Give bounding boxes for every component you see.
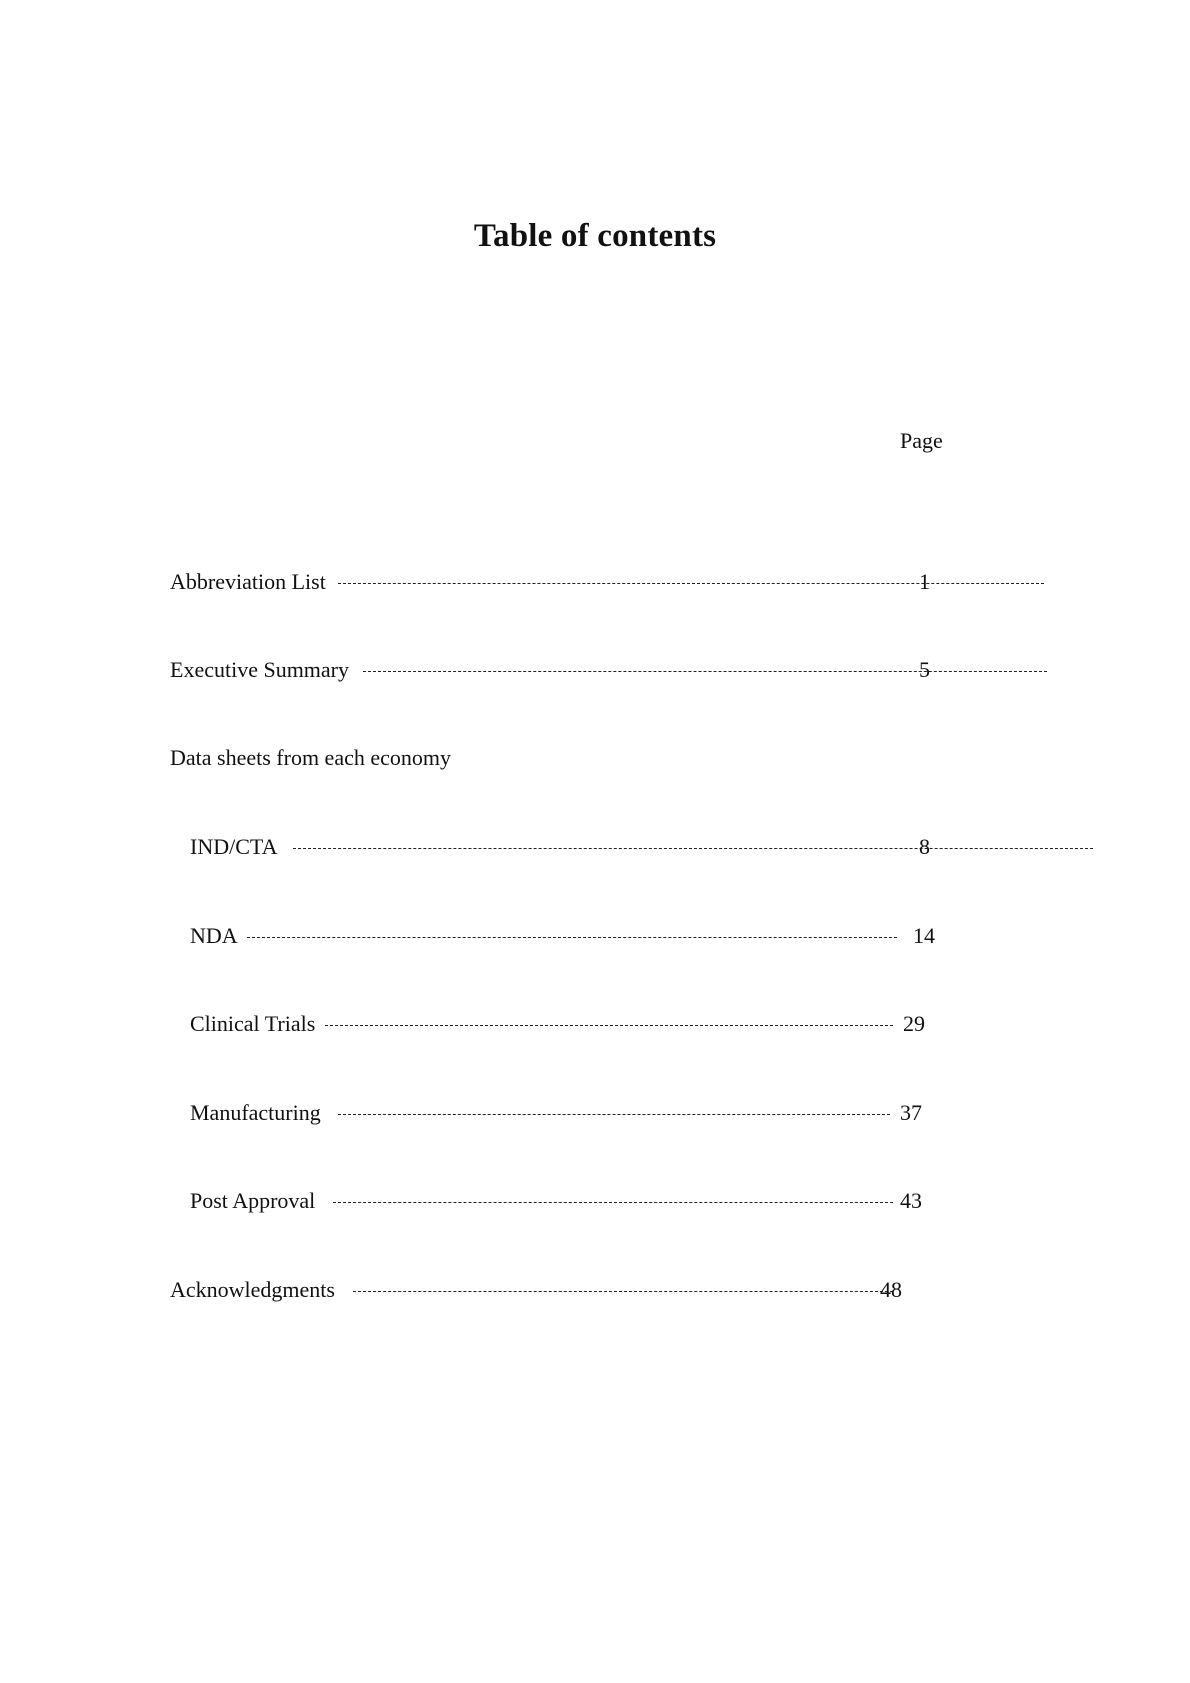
toc-entry-page-number: 37	[900, 1100, 922, 1125]
toc-entry-label: Acknowledgments	[170, 1277, 335, 1302]
toc-entry-page-number: 29	[903, 1011, 925, 1036]
toc-entry-page-number: 5	[919, 657, 930, 682]
toc-entry-label: IND/CTA	[190, 834, 278, 859]
dot-leader	[363, 671, 1047, 672]
toc-entry-ind-cta[interactable]	[190, 832, 940, 862]
toc-entry-label: Clinical Trials	[190, 1011, 316, 1036]
toc-entry-page-number: 43	[900, 1188, 922, 1213]
dot-leader	[247, 937, 897, 938]
dot-leader	[293, 848, 1093, 849]
toc-entry-label: Manufacturing	[190, 1100, 321, 1125]
toc-entry-page-number: 48	[880, 1277, 902, 1302]
dot-leader	[325, 1025, 893, 1026]
toc-entry-nda[interactable]	[190, 921, 940, 951]
toc-entry-post-approval[interactable]	[190, 1186, 940, 1216]
toc-entry-clinical-trials[interactable]	[190, 1009, 940, 1039]
toc-entry-label: Data sheets from each economy	[170, 745, 451, 770]
dot-leader	[353, 1291, 893, 1292]
toc-entry-label: Executive Summary	[170, 657, 350, 682]
toc-entry-executive-summary[interactable]	[170, 655, 940, 685]
page-column-header: Page	[900, 428, 943, 453]
toc-section-heading-data-sheets[interactable]	[170, 743, 940, 773]
toc-entry-manufacturing[interactable]	[190, 1098, 940, 1128]
toc-entry-abbreviation-list[interactable]	[170, 567, 940, 597]
toc-entry-page-number: 8	[919, 834, 930, 859]
dot-leader	[338, 1114, 890, 1115]
toc-entry-label: Abbreviation List	[170, 569, 326, 594]
toc-entry-acknowledgments[interactable]	[170, 1275, 940, 1305]
dot-leader	[338, 583, 1044, 584]
toc-entry-page-number: 14	[913, 923, 935, 948]
toc-entry-page-number: 1	[919, 569, 930, 594]
page-title: Table of contents	[473, 218, 717, 254]
dot-leader	[333, 1202, 893, 1203]
toc-entry-label: Post Approval	[190, 1188, 316, 1213]
toc-entry-label: NDA	[190, 923, 238, 948]
